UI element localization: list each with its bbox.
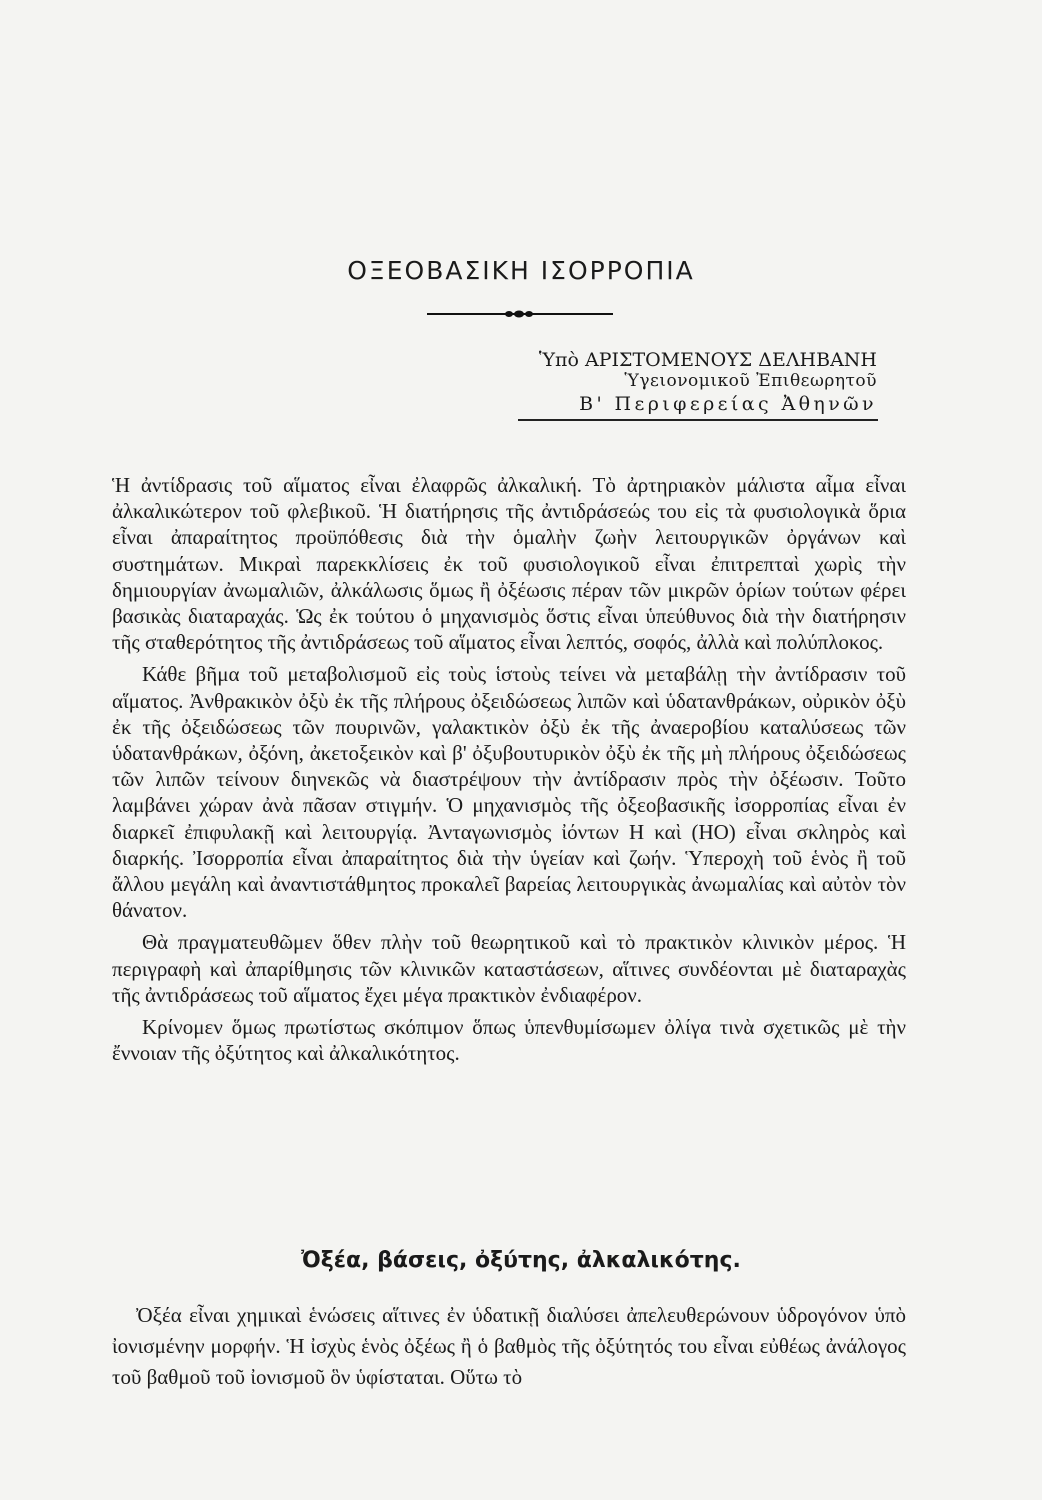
author-byline	[277, 350, 877, 415]
paragraph: Κάθε βῆμα τοῦ μεταβολισμοῦ εἰς τοὺς ἱστοὺς τείνει νὰ μεταβάλῃ τὴν ἀντίδρασιν τοῦ αἵματος. Ἀνθρακικὸν ὀξὺ ἐκ τῆς πλήρους ὀξειδώσεως λιπῶν καὶ ὑδατανθράκων, οὐρικὸν ὀξὺ ἐκ τῆς ὀξειδώσεως τῶν πουρινῶν, γαλακτικὸν ὀξὺ ἐκ τῆς ἀναεροβίου καταλύσεως τῶν ὑδατανθράκων, ὀξόνη, ἀκετοξεικὸν καὶ β' ὀξυβουτυρικὸν ὀξὺ ἐκ τῆς μὴ πλήρους ὀξειδώσεως τῶν λιπῶν τείνουν διηνεκῶς νὰ διαστρέψουν τὴν ἀντίδρασιν πρὸς τὴν ὀξέωσιν. Τοῦτο λαμβάνει χώραν ἀνὰ πᾶσαν στιγμήν. Ὁ μηχανισμὸς τῆς ὀξεοβασικῆς ἰσορροπίας εἶναι ἐν διαρκεῖ ἐπιφυλακῇ καὶ λειτουργίᾳ. Ἀνταγωνισμὸς ἰόντων Η καὶ (ΗΟ) εἶναι σκληρὸς καὶ διαρκής. Ἰσορροπία εἶναι ἀπαραίτητος διὰ τὴν ὑγείαν καὶ ζωήν. Ὑπεροχὴ τοῦ ἑνὸς ἢ τοῦ ἄλλου μεγάλη καὶ ἀναντιστάθμητος προκαλεῖ βαρείας λειτουργικὰς ἀνωμαλίας καὶ αὐτὸν τὸν θάνατον.	[112, 662, 906, 923]
byline-position: Ὑγειονομικοῦ Ἐπιθεωρητοῦ	[624, 371, 877, 391]
paragraph: Θὰ πραγματευθῶμεν ὅθεν πλὴν τοῦ θεωρητικοῦ καὶ τὸ πρακτικὸν κλινικὸν μέρος. Ἡ περιγραφὴ καὶ ἀπαρίθμησις τῶν κλινικῶν καταστάσεων, αἵτινες συνδέονται μὲ διαταραχὰς τῆς ἀντιδράσεως τοῦ αἵματος ἔχει μέγα πρακτικὸν ἐνδιαφέρον.	[112, 930, 906, 1007]
paragraph: Ἡ ἀντίδρασις τοῦ αἵματος εἶναι ἐλαφρῶς ἀλκαλική. Τὸ ἀρτηριακὸν μάλιστα αἷμα εἶναι ἀλκαλικώτερον τοῦ φλεβικοῦ. Ἡ διατήρησις τῆς ἀντιδράσεώς του εἰς τὰ φυσιολογικὰ ὅρια εἶναι ἀπαραίτητος προϋπόθεσις διὰ τὴν ὁμαλὴν ζωὴν λειτουργικῶν ὀργάνων καὶ συστημάτων. Μικραὶ παρεκκλίσεις ἐκ τοῦ φυσιολογικοῦ εἶναι ἐπιτρεπταὶ χωρὶς τὴν δημιουργίαν ἀνωμαλιῶν, ἀλκάλωσις ὅμως ἢ ὀξέωσις πέραν τῶν μικρῶν ὁρίων τούτων φέρει βασικὰς διαταραχάς. Ὡς ἐκ τούτου ὁ μηχανισμὸς ὅστις εἶναι ὑπεύθυνος διὰ τὴν διατήρησιν τῆς σταθερότητος τῆς ἀντιδράσεως τοῦ αἵματος εἶναι λεπτός, σοφός, ἀλλὰ καὶ πολύπλοκος.	[112, 473, 906, 655]
byline-region: Β' Περιφερείας Ἀθηνῶν	[579, 393, 877, 415]
byline-author: Ὑπὸ ΑΡΙΣΤΟΜΕΝΟΥΣ ΔΕΛΗΒΑΝΗ	[538, 349, 877, 371]
section-body	[112, 1300, 906, 1393]
paragraph: Κρίνομεν ὅμως πρωτίστως σκόπιμον ὅπως ὑπενθυμίσωμεν ὀλίγα τινὰ σχετικῶς μὲ τὴν ἔννοιαν τῆς ὀξύτητος καὶ ἀλκαλικότητος.	[112, 1015, 906, 1066]
article-body	[112, 472, 906, 1072]
byline-underline	[518, 419, 878, 421]
title-ornament-rule	[427, 309, 613, 319]
paragraph: Ὀξέα εἶναι χημικαὶ ἑνώσεις αἵτινες ἐν ὑδατικῇ διαλύσει ἀπελευθερώνουν ὑδρογόνον ὑπὸ ἰονισμένην μορφήν. Ἡ ἰσχὺς ἑνὸς ὀξέως ἢ ὁ βαθμὸς τῆς ὀξύτητός του εἶναι εὐθέως ἀνάλογος τοῦ βαθμοῦ τοῦ ἰονισμοῦ ὃν ὑφίσταται. Οὕτω τὸ	[112, 1303, 906, 1389]
section-heading: Ὀξέα, βάσεις, ὀξύτης, ἀλκαλικότης.	[301, 1248, 741, 1273]
article-title: ΟΞΕΟΒΑΣΙΚΗ ΙΣΟΡΡΟΠΙΑ	[347, 256, 695, 285]
